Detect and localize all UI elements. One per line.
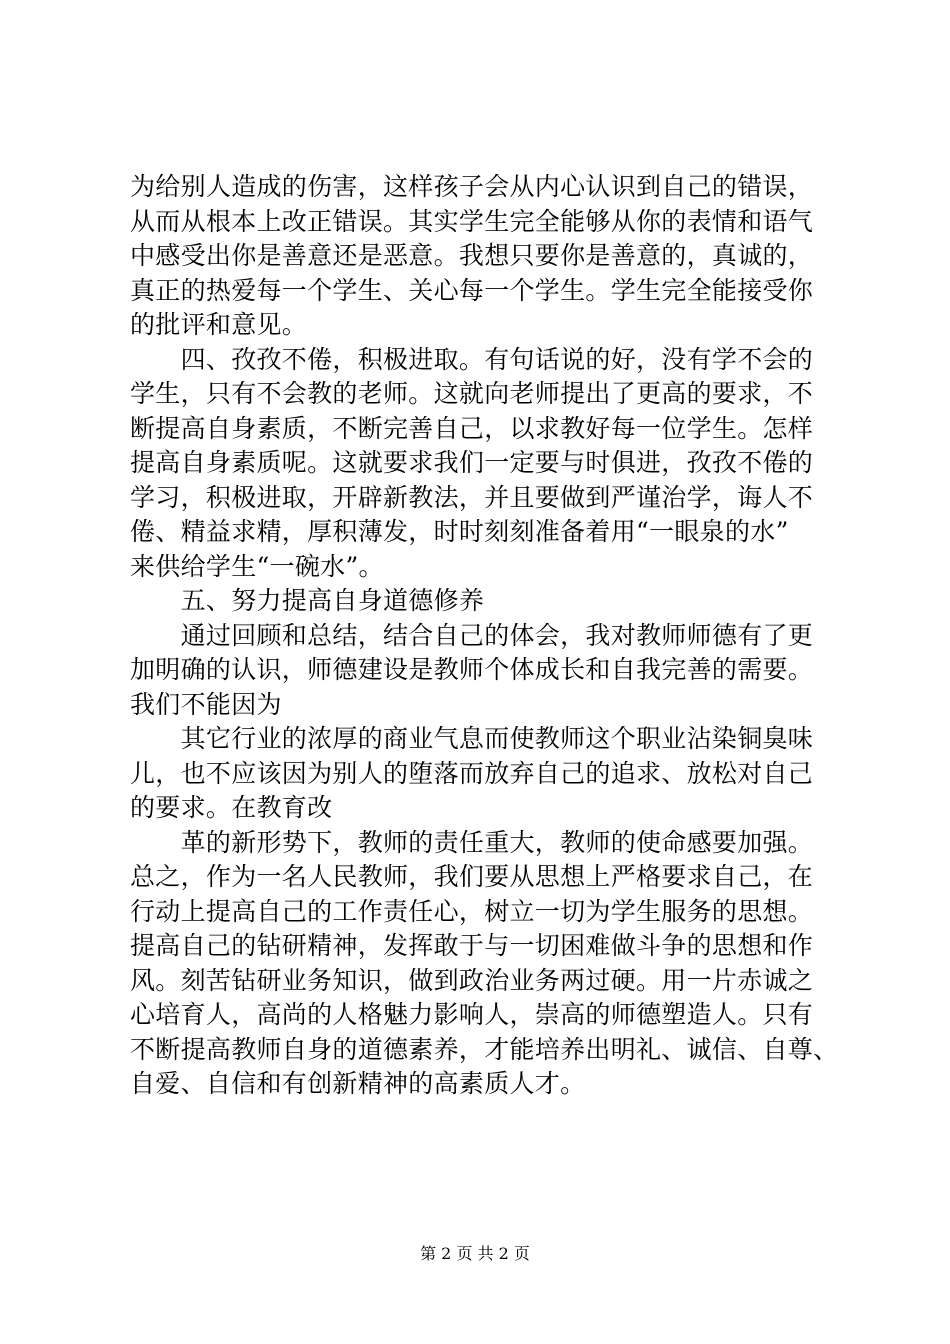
document-body — [130, 170, 850, 1102]
text-line: 提高自己的钻研精神，发挥敢于与一切困难做斗争的思想和作 — [130, 931, 814, 960]
text-line: 革的新形势下，教师的责任重大，教师的使命感要加强。 — [130, 827, 814, 857]
text-line: 其它行业的浓厚的商业气息而使教师这个职业沾染铜臭味 — [130, 724, 814, 753]
text-line: 心培育人，高尚的人格魅力影响人，崇高的师德塑造人。只有 — [130, 1000, 814, 1029]
text-line: 通过回顾和总结，结合自己的体会，我对教师师德有了更 — [130, 620, 814, 650]
text-line: 总之，作为一名人民教师，我们要从思想上严格要求自己，在 — [130, 862, 814, 891]
text-line: 学生，只有不会教的老师。这就向老师提出了更高的要求，不 — [130, 379, 814, 408]
text-line: 行动上提高自己的工作责任心，树立一切为学生服务的思想。 — [130, 896, 814, 926]
text-line: 倦、精益求精，厚积薄发，时时刻刻准备着用“一眼泉的水” — [130, 517, 789, 546]
text-line: 提高自身素质呢。这就要求我们一定要与时俱进，孜孜不倦的 — [130, 448, 814, 477]
text-line: 风。刻苦钻研业务知识，做到政治业务两过硬。用一片赤诚之 — [130, 965, 814, 995]
text-line: 真正的热爱每一个学生、关心每一个学生。学生完全能接受你 — [130, 275, 814, 305]
text-line: 儿，也不应该因为别人的堕落而放弃自己的追求、放松对自己 — [130, 758, 814, 788]
text-line: 四、孜孜不倦，积极进取。有句话说的好，没有学不会的 — [130, 344, 814, 374]
text-line: 的要求。在教育改 — [130, 793, 333, 822]
text-line: 不断提高教师自身的道德素养，才能培养出明礼、诚信、自尊、 — [130, 1034, 839, 1064]
text-line: 加明确的认识，师德建设是教师个体成长和自我完善的需要。 — [130, 655, 814, 684]
text-line: 中感受出你是善意还是恶意。我想只要你是善意的，真诚的， — [130, 241, 814, 270]
text-line: 为给别人造成的伤害，这样孩子会从内心认识到自己的错误， — [130, 172, 814, 201]
text-line: 的批评和意见。 — [130, 310, 308, 339]
text-line: 来供给学生“一碗水”。 — [130, 551, 384, 581]
text-line: 从而从根本上改正错误。其实学生完全能够从你的表情和语气 — [130, 206, 814, 236]
text-line: 自爱、自信和有创新精神的高素质人才。 — [130, 1069, 586, 1098]
text-line: 五、努力提高自身道德修养 — [130, 586, 485, 615]
text-line: 断提高自身素质，不断完善自己，以求教好每一位学生。怎样 — [130, 413, 814, 443]
text-line: 我们不能因为 — [130, 689, 282, 719]
page-footer: 第 2 页 共 2 页 — [420, 1244, 530, 1263]
text-line: 学习，积极进取，开辟新教法，并且要做到严谨治学，诲人不 — [130, 482, 814, 512]
